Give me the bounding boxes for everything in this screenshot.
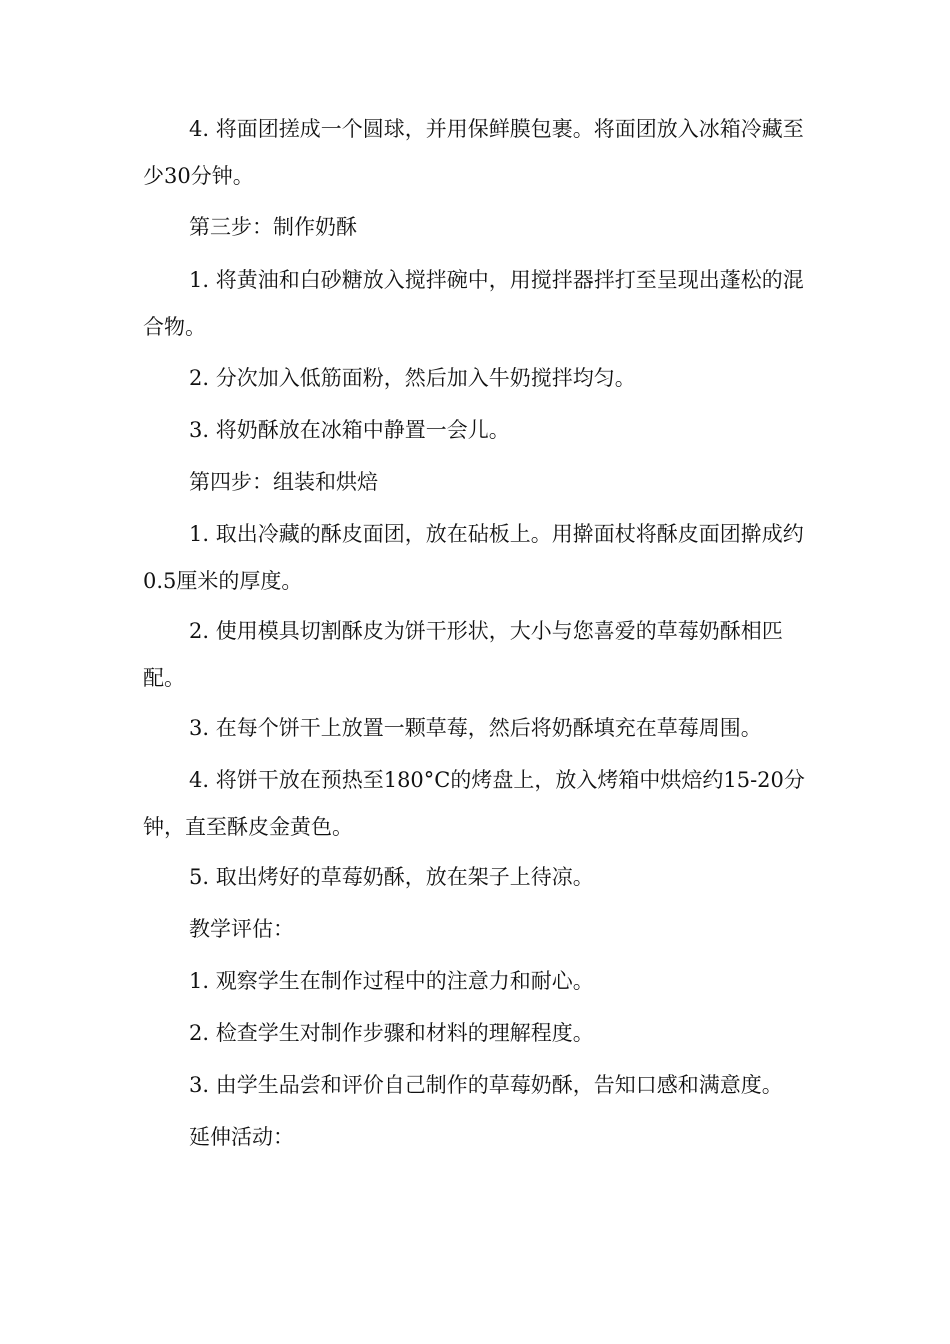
extension-heading: 延伸活动：	[189, 1125, 294, 1149]
evaluation-item-3: 3. 由学生品尝和评价自己制作的草莓奶酥，告知口感和满意度。	[189, 1073, 783, 1097]
step-4-item-1: 1. 取出冷藏的酥皮面团，放在砧板上。用擀面杖将酥皮面团擀成约0.5厘米的厚度。	[143, 522, 804, 593]
step-4-heading: 第四步：组装和烘焙	[189, 470, 378, 494]
step-3-item-1: 1. 将黄油和白砂糖放入搅拌碗中，用搅拌器拌打至呈现出蓬松的混合物。	[143, 268, 804, 339]
step-4-item-3: 3. 在每个饼干上放置一颗草莓，然后将奶酥填充在草莓周围。	[189, 716, 762, 740]
step-4-item-4: 4. 将饼干放在预热至180°C的烤盘上，放入烤箱中烘焙约15-20分钟，直至酥皮金黄色。	[143, 768, 805, 839]
evaluation-item-1: 1. 观察学生在制作过程中的注意力和耐心。	[189, 969, 594, 993]
step-4-item-2: 2. 使用模具切割酥皮为饼干形状，大小与您喜爱的草莓奶酥相匹配。	[143, 619, 783, 690]
step-4-item-5: 5. 取出烤好的草莓奶酥，放在架子上待凉。	[189, 865, 594, 889]
evaluation-item-2: 2. 检查学生对制作步骤和材料的理解程度。	[189, 1021, 594, 1045]
step-3-heading: 第三步：制作奶酥	[189, 215, 357, 239]
step-2-item-4: 4. 将面团搓成一个圆球，并用保鲜膜包裹。将面团放入冰箱冷藏至少30分钟。	[143, 117, 804, 188]
evaluation-heading: 教学评估：	[189, 917, 294, 941]
step-3-item-3: 3. 将奶酥放在冰箱中静置一会儿。	[189, 418, 510, 442]
step-3-item-2: 2. 分次加入低筋面粉，然后加入牛奶搅拌均匀。	[189, 366, 636, 390]
